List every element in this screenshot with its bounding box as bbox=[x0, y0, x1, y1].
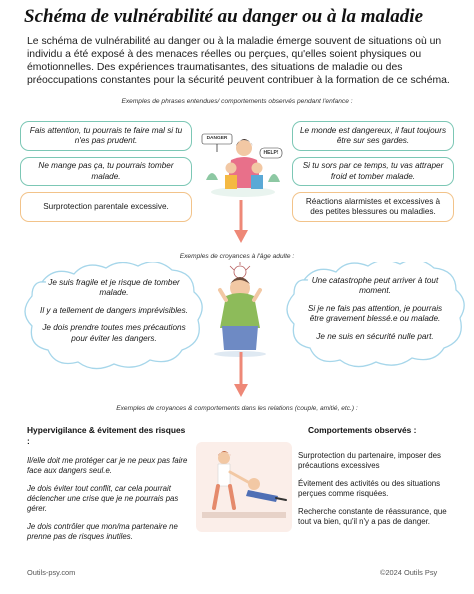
help-bubble-label: HELP! bbox=[263, 150, 279, 156]
family-illustration bbox=[198, 120, 288, 200]
childhood-box-1: Fais attention, tu pourrais te faire mal si tu n'es pas prudent. bbox=[20, 121, 192, 151]
intro-paragraph: Le schéma de vulnérabilité au danger ou à la maladie émerge souvent de situations où un individu a été exposé à des menaces réelles ou perçues, qu'elles soient physiques ou émotionnelles. Des expériences traumatisantes, des situations de maladie ou des préoccupations constantes pour la sécurité peuvent contribuer à la formation de ce schéma. bbox=[27, 36, 450, 86]
partner-illustration bbox=[196, 442, 292, 532]
right-cloud-text bbox=[300, 276, 450, 349]
childhood-box-2: Ne mange pas ça, tu pourrais tomber malade. bbox=[20, 157, 192, 186]
relations-caption: Exemples de croyances & comportements dans les relations (couple, amitié, etc.) : bbox=[116, 405, 358, 412]
relation-belief-2: Je dois éviter tout conflit, car cela pourrait déclencher une crise que je ne pourrais pas gérer. bbox=[27, 484, 179, 513]
arrow-down-icon-2 bbox=[234, 352, 248, 398]
left-section-title: Hypervigilance & évitement des risques : bbox=[27, 425, 186, 446]
adult-belief-6: Je ne suis en sécurité nulle part. bbox=[316, 331, 434, 341]
footer-right: ©2024 Outils Psy bbox=[380, 568, 438, 577]
adult-belief-3: Je dois prendre toutes mes précautions pour éviter les dangers. bbox=[42, 323, 186, 343]
left-section-list bbox=[27, 456, 195, 550]
right-section-title: Comportements observés : bbox=[308, 425, 417, 435]
anxious-person-illustration bbox=[204, 262, 276, 358]
footer-left: Outils-psy.com bbox=[27, 568, 76, 577]
relation-behavior-3: Recherche constante de réassurance, que tout va bien, qu'il n'y a pas de danger. bbox=[298, 507, 447, 526]
childhood-box-6: Réactions alarmistes et excessives à des petites blessures ou maladies. bbox=[292, 192, 454, 222]
relation-behavior-1: Surprotection du partenaire, imposer des précautions excessives bbox=[298, 451, 441, 470]
danger-sign-label: DANGER bbox=[206, 136, 228, 141]
childhood-box-4: Le monde est dangereux, il faut toujours être sur ses gardes. bbox=[292, 121, 454, 151]
adult-belief-5: Si je ne fais pas attention, je pourrais être gravement blessé.e ou malade. bbox=[307, 303, 443, 324]
adult-caption: Exemples de croyances à l'âge adulte : bbox=[179, 253, 295, 260]
right-section-list bbox=[298, 451, 456, 535]
relation-belief-1: Il/elle doit me protéger car je ne peux pas faire face aux dangers seul.e. bbox=[27, 456, 188, 475]
relation-belief-3: Je dois contrôler que mon/ma partenaire ne prenne pas de risques inutiles. bbox=[27, 522, 178, 541]
adult-belief-4: Une catastrophe peut arriver à tout moment. bbox=[311, 276, 439, 296]
childhood-box-3: Surprotection parentale excessive. bbox=[20, 192, 192, 222]
adult-belief-2: Il y a tellement de dangers imprévisibles. bbox=[40, 305, 188, 315]
childhood-caption: Exemples de phrases entendues/ comportements observés pendant l'enfance : bbox=[121, 98, 353, 105]
childhood-box-5: Si tu sors par ce temps, tu vas attraper froid et tomber malade. bbox=[292, 157, 454, 186]
page-title: Schéma de vulnérabilité au danger ou à la maladie bbox=[24, 6, 424, 27]
adult-belief-1: Je suis fragile et je risque de tomber malade. bbox=[48, 278, 180, 298]
relation-behavior-2: Évitement des activités ou des situations perçues comme risquées. bbox=[298, 479, 441, 498]
arrow-down-icon bbox=[234, 200, 248, 244]
left-cloud-text bbox=[40, 278, 188, 351]
